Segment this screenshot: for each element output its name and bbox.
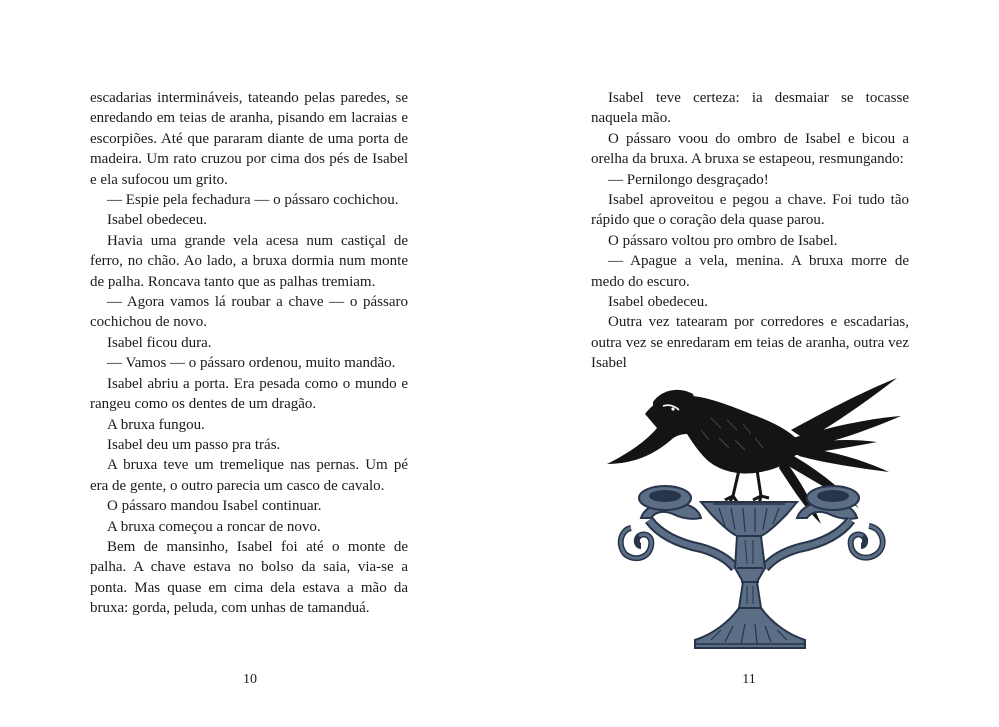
paragraph: escadarias intermináveis, tateando pelas paredes, se enredando em teias de aranha, pisando em lacraias e escorpiões. Até que pararam diante de uma porta de madeira. Um rato cruzou por cima dos pés de Isabel e ela sufocou um grito. [90,90,408,188]
page-number: 10 [243,672,257,687]
paragraph: A bruxa fungou. [107,416,205,433]
paragraph: Isabel teve certeza: ia desmaiar se tocasse naquela mão. [591,90,909,127]
bird-on-candlestick-illustration [601,368,919,666]
paragraph: Isabel deu um passo pra trás. [107,436,281,453]
right-page-text [591,88,909,374]
paragraph: A bruxa teve um tremelique nas pernas. Um pé era de gente, o outro parecia um casco de cavalo. [90,457,408,494]
paragraph: Isabel abriu a porta. Era pesada como o mundo e rangeu como os dentes de um dragão. [90,375,408,413]
paragraph: Isabel ficou dura. [107,334,212,351]
paragraph: O pássaro voou do ombro de Isabel e bicou a orelha da bruxa. A bruxa se estapeou, resmungando: [591,130,909,168]
paragraph: Isabel obedeceu. [608,294,708,311]
paragraph: A bruxa começou a roncar de novo. [107,518,321,535]
paragraph: — Vamos — o pássaro ordenou, muito mandão. [107,355,396,372]
paragraph: — Espie pela fechadura — o pássaro cochichou. [107,192,399,209]
candlestick-icon [621,486,883,648]
illustration-svg [601,368,919,666]
left-page-text [90,88,408,619]
paragraph: Outra vez tatearam por corredores e escadarias, outra vez se enredaram em teias de aranha, outra vez Isabel [591,314,909,372]
right-page [500,0,999,727]
page-number: 11 [742,672,756,687]
paragraph: Bem de mansinho, Isabel foi até o monte de palha. A chave estava no bolso da saia, via-se a ponta. Mas quase em cima dela estava a mão da bruxa: gorda, peluda, com unhas de tamanduá. [90,538,408,617]
paragraph: — Apague a vela, menina. A bruxa morre de medo do escuro. [591,253,909,290]
paragraph: Havia uma grande vela acesa num castiçal de ferro, no chão. Ao lado, a bruxa dormia num monte de palha. Roncava tanto que as palhas tremiam. [90,232,408,290]
paragraph: — Pernilongo desgraçado! [608,171,769,188]
paragraph: — Agora vamos lá roubar a chave — o pássaro cochichou de novo. [90,294,408,331]
paragraph: Isabel aproveitou e pegou a chave. Foi tudo tão rápido que o coração dela quase parou. [591,192,909,229]
paragraph: Isabel obedeceu. [107,212,207,229]
paragraph: O pássaro mandou Isabel continuar. [107,498,322,515]
paragraph: O pássaro voltou pro ombro de Isabel. [608,232,838,249]
